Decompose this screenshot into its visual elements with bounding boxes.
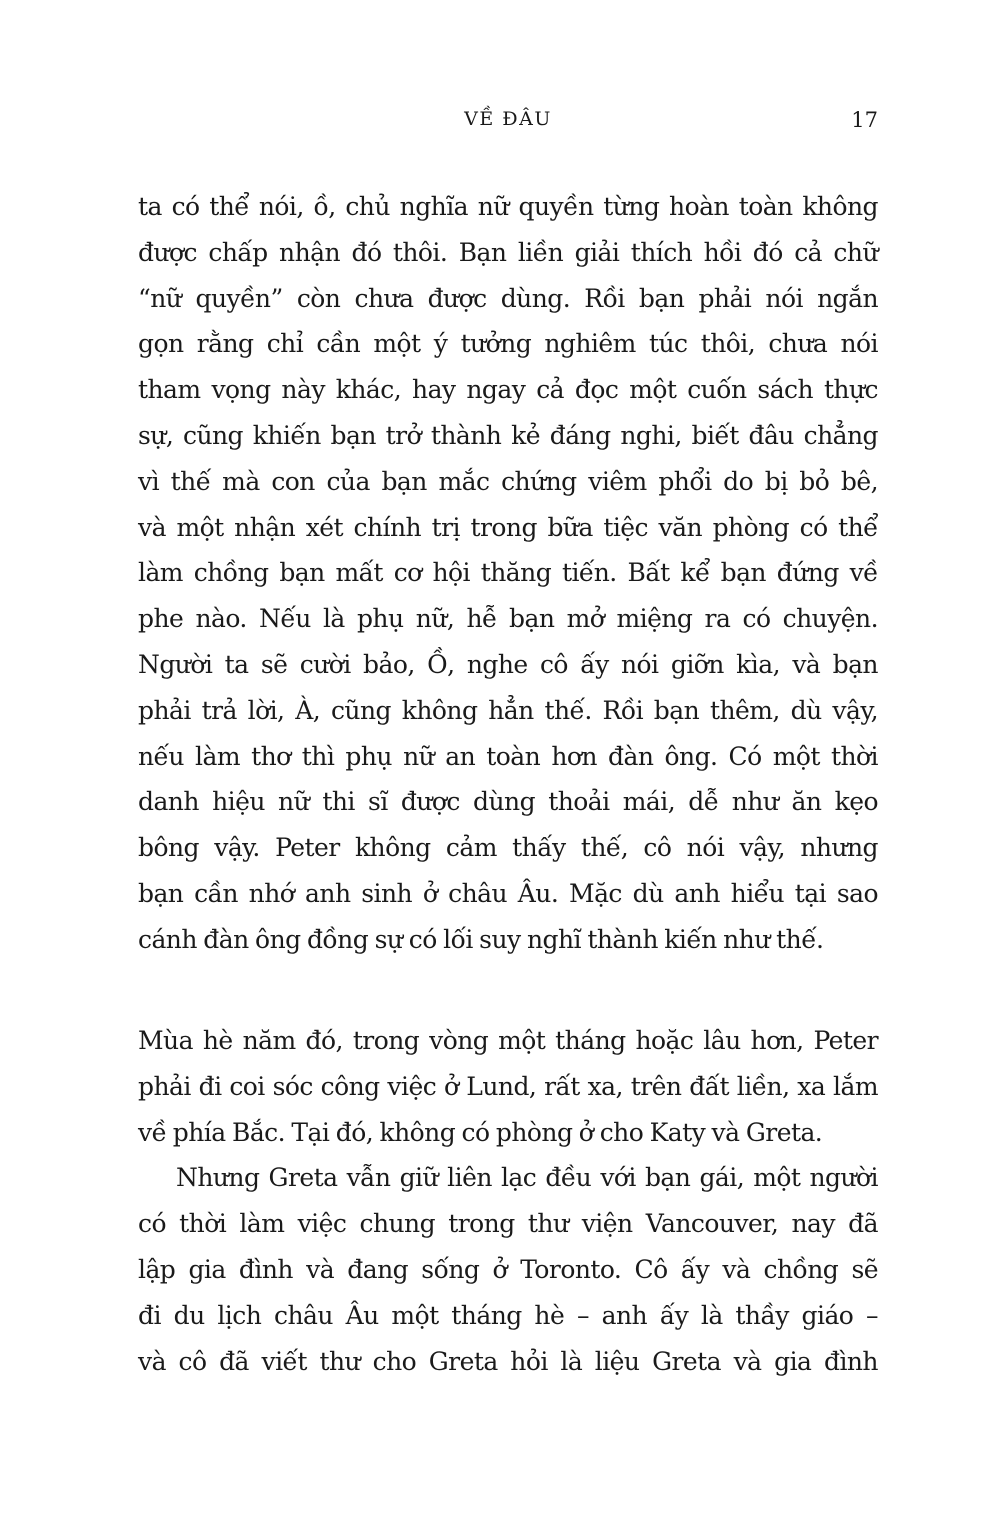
paragraph-indented [138,1155,878,1384]
text-line: Nhưng Greta vẫn giữ liên lạc đều với bạn gái, một người [176,1163,878,1193]
text-line: nếu làm thơ thì phụ nữ an toàn hơn đàn ông. Có một thời [138,741,878,771]
text-line: lập gia đình và đang sống ở Toronto. Cô ấy và chồng sẽ [138,1254,878,1284]
running-title: VỀ ĐÂU [464,108,552,130]
text-line: vì thế mà con của bạn mắc chứng viêm phổi do bị bỏ bê, [138,466,878,496]
text-line: làm chồng bạn mất cơ hội thăng tiến. Bất kể bạn đứng về [138,558,878,588]
paragraph-continued [138,184,878,963]
text-line: phải trả lời, À, cũng không hẳn thế. Rồi bạn thêm, dù vậy, [138,695,878,725]
text-line: Người ta sẽ cười bảo, Ồ, nghe cô ấy nói giỡn kìa, và bạn [138,649,878,679]
text-line: ta có thể nói, ồ, chủ nghĩa nữ quyền từng hoàn toàn không [138,192,878,221]
text-line: Mùa hè năm đó, trong vòng một tháng hoặc lâu hơn, Peter [138,1026,878,1055]
text-line: bông vậy. Peter không cảm thấy thế, cô nói vậy, nhưng [138,833,878,863]
paragraph-section-opening [138,1018,878,1155]
new-section [138,1018,878,1384]
page-number: 17 [851,108,878,132]
text-line: tham vọng này khác, hay ngay cả đọc một cuốn sách thực [138,375,878,405]
text-line: bạn cần nhớ anh sinh ở châu Âu. Mặc dù anh hiểu tại sao [138,878,878,908]
text-line: và một nhận xét chính trị trong bữa tiệc văn phòng có thể [138,512,878,542]
text-line: và cô đã viết thư cho Greta hỏi là liệu Greta và gia đình [138,1346,878,1376]
text-line: sự, cũng khiến bạn trở thành kẻ đáng nghi, biết đâu chẳng [138,420,878,450]
text-line: “nữ quyền” còn chưa được dùng. Rồi bạn phải nói ngắn [138,283,878,313]
running-header [138,108,878,138]
text-line: phe nào. Nếu là phụ nữ, hễ bạn mở miệng ra có chuyện. [138,604,878,634]
text-line: được chấp nhận đó thôi. Bạn liền giải thích hồi đó cả chữ [138,237,878,267]
text-line: phải đi coi sóc công việc ở Lund, rất xa, trên đất liền, xa lắm [138,1071,878,1101]
text-line: danh hiệu nữ thi sĩ được dùng thoải mái, dễ như ăn kẹo [138,787,878,817]
text-line: cánh đàn ông đồng sự có lối suy nghĩ thành kiến như thế. [138,924,824,954]
text-line: đi du lịch châu Âu một tháng hè – anh ấy là thầy giáo – [138,1300,878,1330]
text-line: có thời làm việc chung trong thư viện Vancouver, nay đã [138,1209,878,1239]
text-line: về phía Bắc. Tại đó, không có phòng ở cho Katy và Greta. [138,1117,823,1147]
text-line: gọn rằng chỉ cần một ý tưởng nghiêm túc thôi, chưa nói [138,329,878,359]
